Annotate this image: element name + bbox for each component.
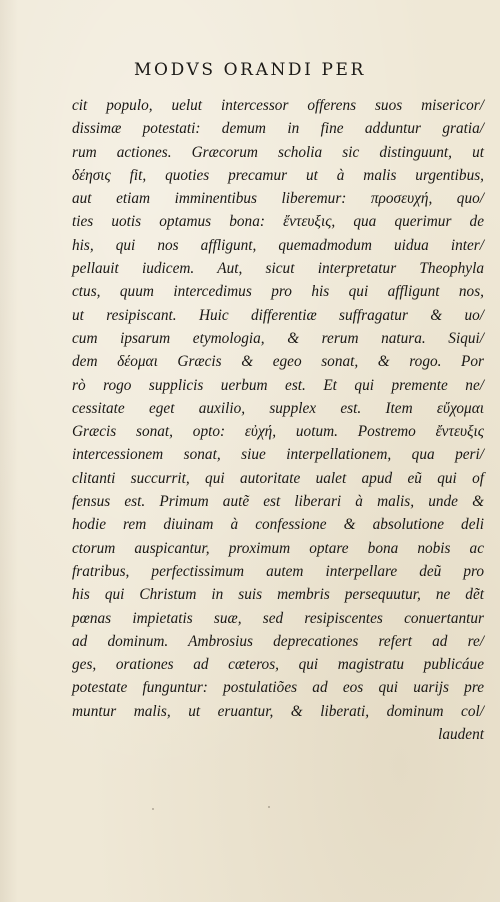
text-line: rò rogo supplicis uerbum est. Et qui premente ne/ bbox=[72, 376, 484, 394]
text-line: rum actiones. Græcorum scholia sic distinguunt, ut bbox=[72, 143, 484, 161]
text-line: pellauit iudicem. Aut, sicut interpretatur Theophyla bbox=[72, 260, 484, 278]
text-line: ctus, quum intercedimus pro his qui affligunt nos, bbox=[72, 283, 484, 301]
text-line: fensus est. Primum autẽ est liberari à malis, unde & bbox=[72, 493, 484, 511]
text-line: aut etiam imminentibus liberemur: προσευχή, quo/ bbox=[72, 190, 484, 208]
text-line: ties uotis optamus bona: ἔντευξις, qua querimur de bbox=[72, 213, 484, 231]
text-line: δέησις fit, quoties precamur ut à malis urgentibus, bbox=[72, 166, 484, 184]
text-line: clitanti succurrit, qui autoritate ualet apud eũ qui of bbox=[72, 469, 484, 487]
text-line: his, qui nos affligunt, quemadmodum uidua inter/ bbox=[72, 236, 484, 254]
text-line: dissimæ potestati: demum in fine adduntur gratia/ bbox=[72, 120, 484, 138]
text-line: Græcis sonat, opto: εὐχή, uotum. Postremo ἔντευξις bbox=[72, 423, 484, 441]
text-line: muntur malis, ut eruantur, & liberati, dominum col/ bbox=[72, 702, 484, 720]
running-head: MODVS ORANDI PER bbox=[134, 60, 366, 80]
text-line: potestate funguntur: postulatiões ad eos qui uarijs pre bbox=[72, 679, 484, 697]
text-line: cessitate eget auxilio, supplex est. Item εὔχομαι bbox=[72, 399, 484, 417]
text-line: ad dominum. Ambrosius deprecationes refert ad re/ bbox=[72, 632, 484, 650]
catchword: laudent bbox=[438, 726, 484, 744]
text-line: hodie rem diuinam à confessione & absolutione deli bbox=[72, 516, 484, 534]
text-line: dem δέομαι Græcis & egeo sonat, & rogo. Por bbox=[72, 353, 484, 371]
text-line: ut resipiscant. Huic differentiæ suffragatur & uo/ bbox=[72, 306, 484, 324]
text-line: cum ipsarum etymologia, & rerum natura. Siqui/ bbox=[72, 329, 484, 347]
text-line: cit populo, uelut intercessor offerens suos misericor/ bbox=[72, 97, 484, 114]
text-line: ges, orationes ad cæteros, qui magistratu publicáue bbox=[72, 656, 484, 674]
text-line: his qui Christum in suis membris persequutur, ne dẽt bbox=[72, 586, 484, 604]
text-line: fratribus, perfectissimum autem interpellare deũ pro bbox=[72, 562, 484, 580]
body-text bbox=[72, 94, 484, 746]
text-line: pœnas impietatis suæ, sed resipiscentes conuertantur bbox=[72, 609, 484, 627]
paper-speck bbox=[152, 808, 154, 810]
text-line: ctorum auspicantur, proximum optare bona nobis ac bbox=[72, 539, 484, 557]
paper-speck bbox=[268, 806, 270, 808]
text-line: intercessionem sonat, siue interpellationem, qua peri/ bbox=[72, 446, 484, 464]
